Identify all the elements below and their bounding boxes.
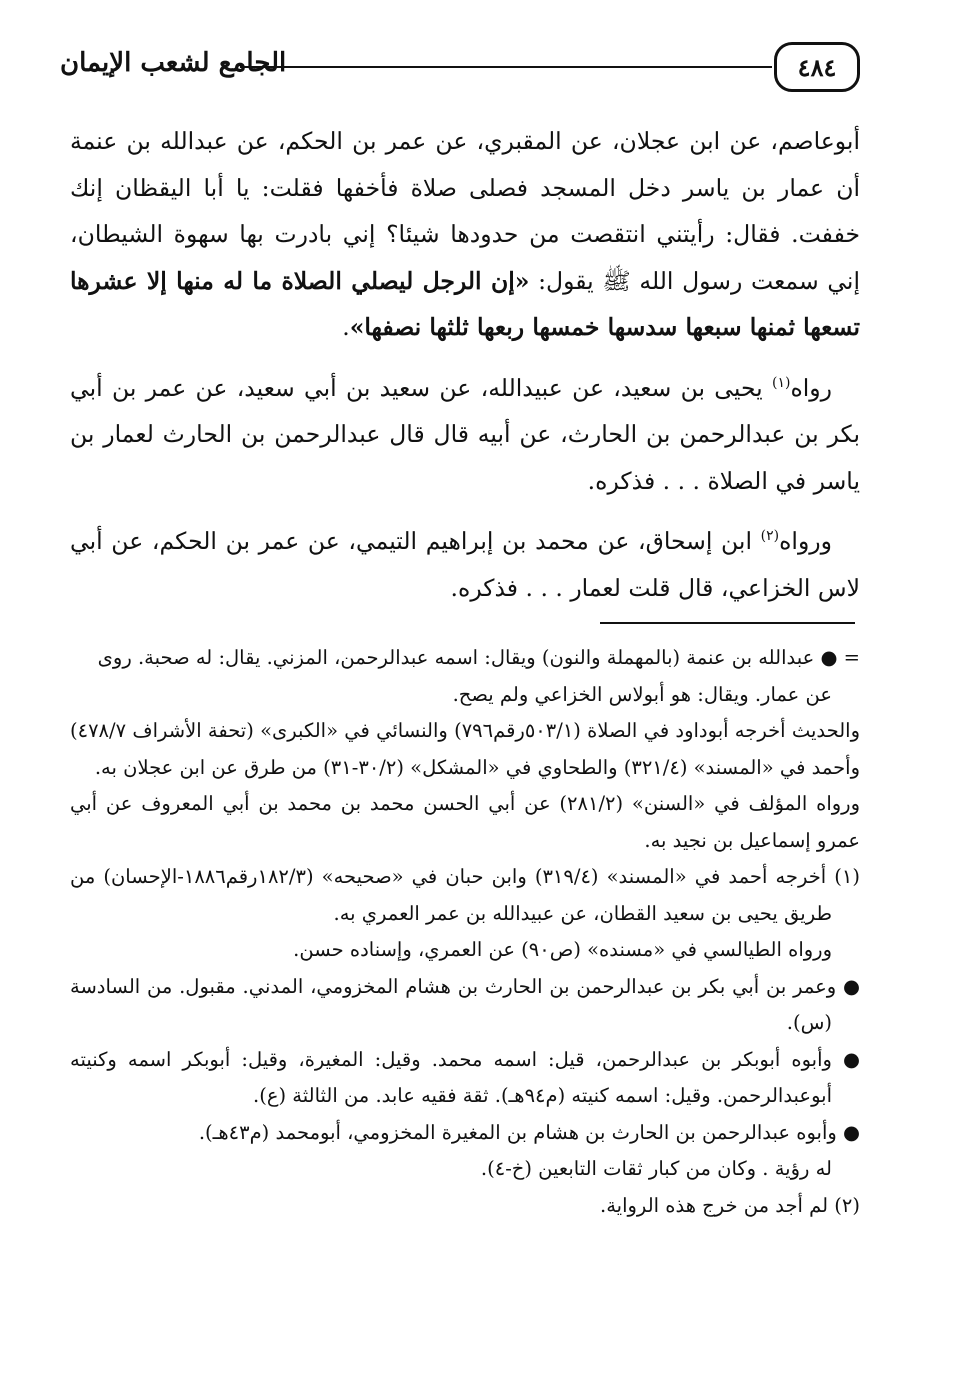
footnotes	[70, 640, 860, 1224]
header-rule	[240, 66, 772, 68]
footnote-1-bullet-3: ● وأبوه عبدالرحمن بن الحارث بن هشام بن المغيرة المخزومي، أبومحمد (م٤٣هـ).	[198, 1120, 860, 1144]
footnote-divider	[600, 622, 855, 624]
paragraph-1	[70, 118, 860, 351]
footnote-sunan: ورواه المؤلف في «السنن» (٢٨١/٢) عن أبي الحسن محمد بن محمد بن أبي المعروف عن أبي عمرو إسماعيل بن نجيد به.	[70, 792, 860, 852]
footnote-1-bullet-3-cont: له رؤية . وكان من كبار ثقات التابعين (خ-٤).	[480, 1157, 832, 1180]
footnote-1-bullet-1: ● وعمر بن أبي بكر بن عبدالرحمن بن الحارث بن هشام المخزومي، المدني. مقبول. من السادسة (س).	[70, 974, 860, 1034]
footnote-ref-2: (٢)	[760, 528, 780, 545]
footnote-2: (٢) لم أجد من خرج هذه الرواية.	[600, 1193, 860, 1217]
footnote-continued-line2: عن عمار. ويقال: هو أبولاس الخزاعي ولم يصح.	[452, 682, 832, 706]
footnote-1-bullet-2: ● وأبوه أبوبكر بن عبدالرحمن، قيل: اسمه محمد. وقيل: المغيرة، وقيل: أبوبكر اسمه وكنيته أبوعبدالرحمن. وقيل: اسمه كنيته (م٩٤هـ). ثقة فقيه عابد. من الثالثة (ع).	[70, 1047, 860, 1107]
paragraph-2	[70, 365, 860, 505]
footnote-takhrij: والحديث أخرجه أبوداود في الصلاة (٥٠٣/١رقم٧٩٦) والنسائي في «الكبرى» (تحفة الأشراف ٤٧٨/٧) وأحمد في «المسند» (٣٢١/٤) والطحاوي في «المشكل» (٣٠/٢-٣١) من طرق عن ابن عجلان به.	[70, 719, 860, 779]
footnote-1-tayalisi: ورواه الطيالسي في «مسنده» (ص٩٠) عن العمري، وإسناده حسن.	[293, 938, 832, 961]
page-header	[60, 42, 860, 98]
paragraph-1-text: أبوعاصم، عن ابن عجلان، عن المقبري، عن عمر بن الحكم، عن عبدالله بن عنمة أن عمار بن ياسر دخل المسجد فصلى صلاة فأخفها فقلت: يا أبا اليقظان إنك خففت. فقال: رأيتني انتقصت من حدودها شيئا؟ إني بادرت بها سهوة الشيطان، إني سمعت رسول الله ﷺ يقول:	[70, 127, 861, 295]
footnote-1: (١) أخرجه أحمد في «المسند» (٣١٩/٤) وابن حبان في «صحيحه» (١٨٢/٣رقم١٨٨٦-الإحسان) من طريق يحيى بن سعيد القطان، عن عبيدالله بن عمر العمري به.	[70, 865, 861, 925]
paragraph-3-lead: ورواه	[779, 527, 832, 555]
running-title: الجامع لشعب الإيمان	[60, 48, 287, 78]
footnote-ref-1: (١)	[771, 374, 791, 391]
paragraph-2-lead: رواه	[790, 373, 832, 402]
paragraph-3	[70, 518, 860, 611]
footnote-continued-line1: = ● عبدالله بن عنمة (بالمهملة والنون) ويقال: اسمه عبدالرحمن، المزني. يقال: له صحبة. روى	[97, 646, 860, 669]
paragraph-2-text: يحيى بن سعيد، عن عبيدالله، عن سعيد بن أبي سعيد، عن عمر بن أبي بكر بن عبدالرحمن بن الحارث، عن أبيه قال قال عبدالرحمن بن الحارث لعمار بن ياسر في الصلاة . . . فذكره.	[70, 373, 860, 495]
main-text	[70, 118, 860, 611]
hadith-quote: «إن الرجل ليصلي الصلاة ما له منها إلا عشرها تسعها ثمنها سبعها سدسها خمسها ربعها ثلثها نصفها»	[70, 266, 860, 341]
paragraph-1-end: .	[342, 313, 350, 341]
paragraph-3-text: ابن إسحاق، عن محمد بن إبراهيم التيمي، عن عمر بن الحكم، عن أبي لاس الخزاعي، قال قلت لعمار . . . فذكره.	[70, 527, 860, 602]
page-number: ٤٨٤	[774, 42, 860, 92]
